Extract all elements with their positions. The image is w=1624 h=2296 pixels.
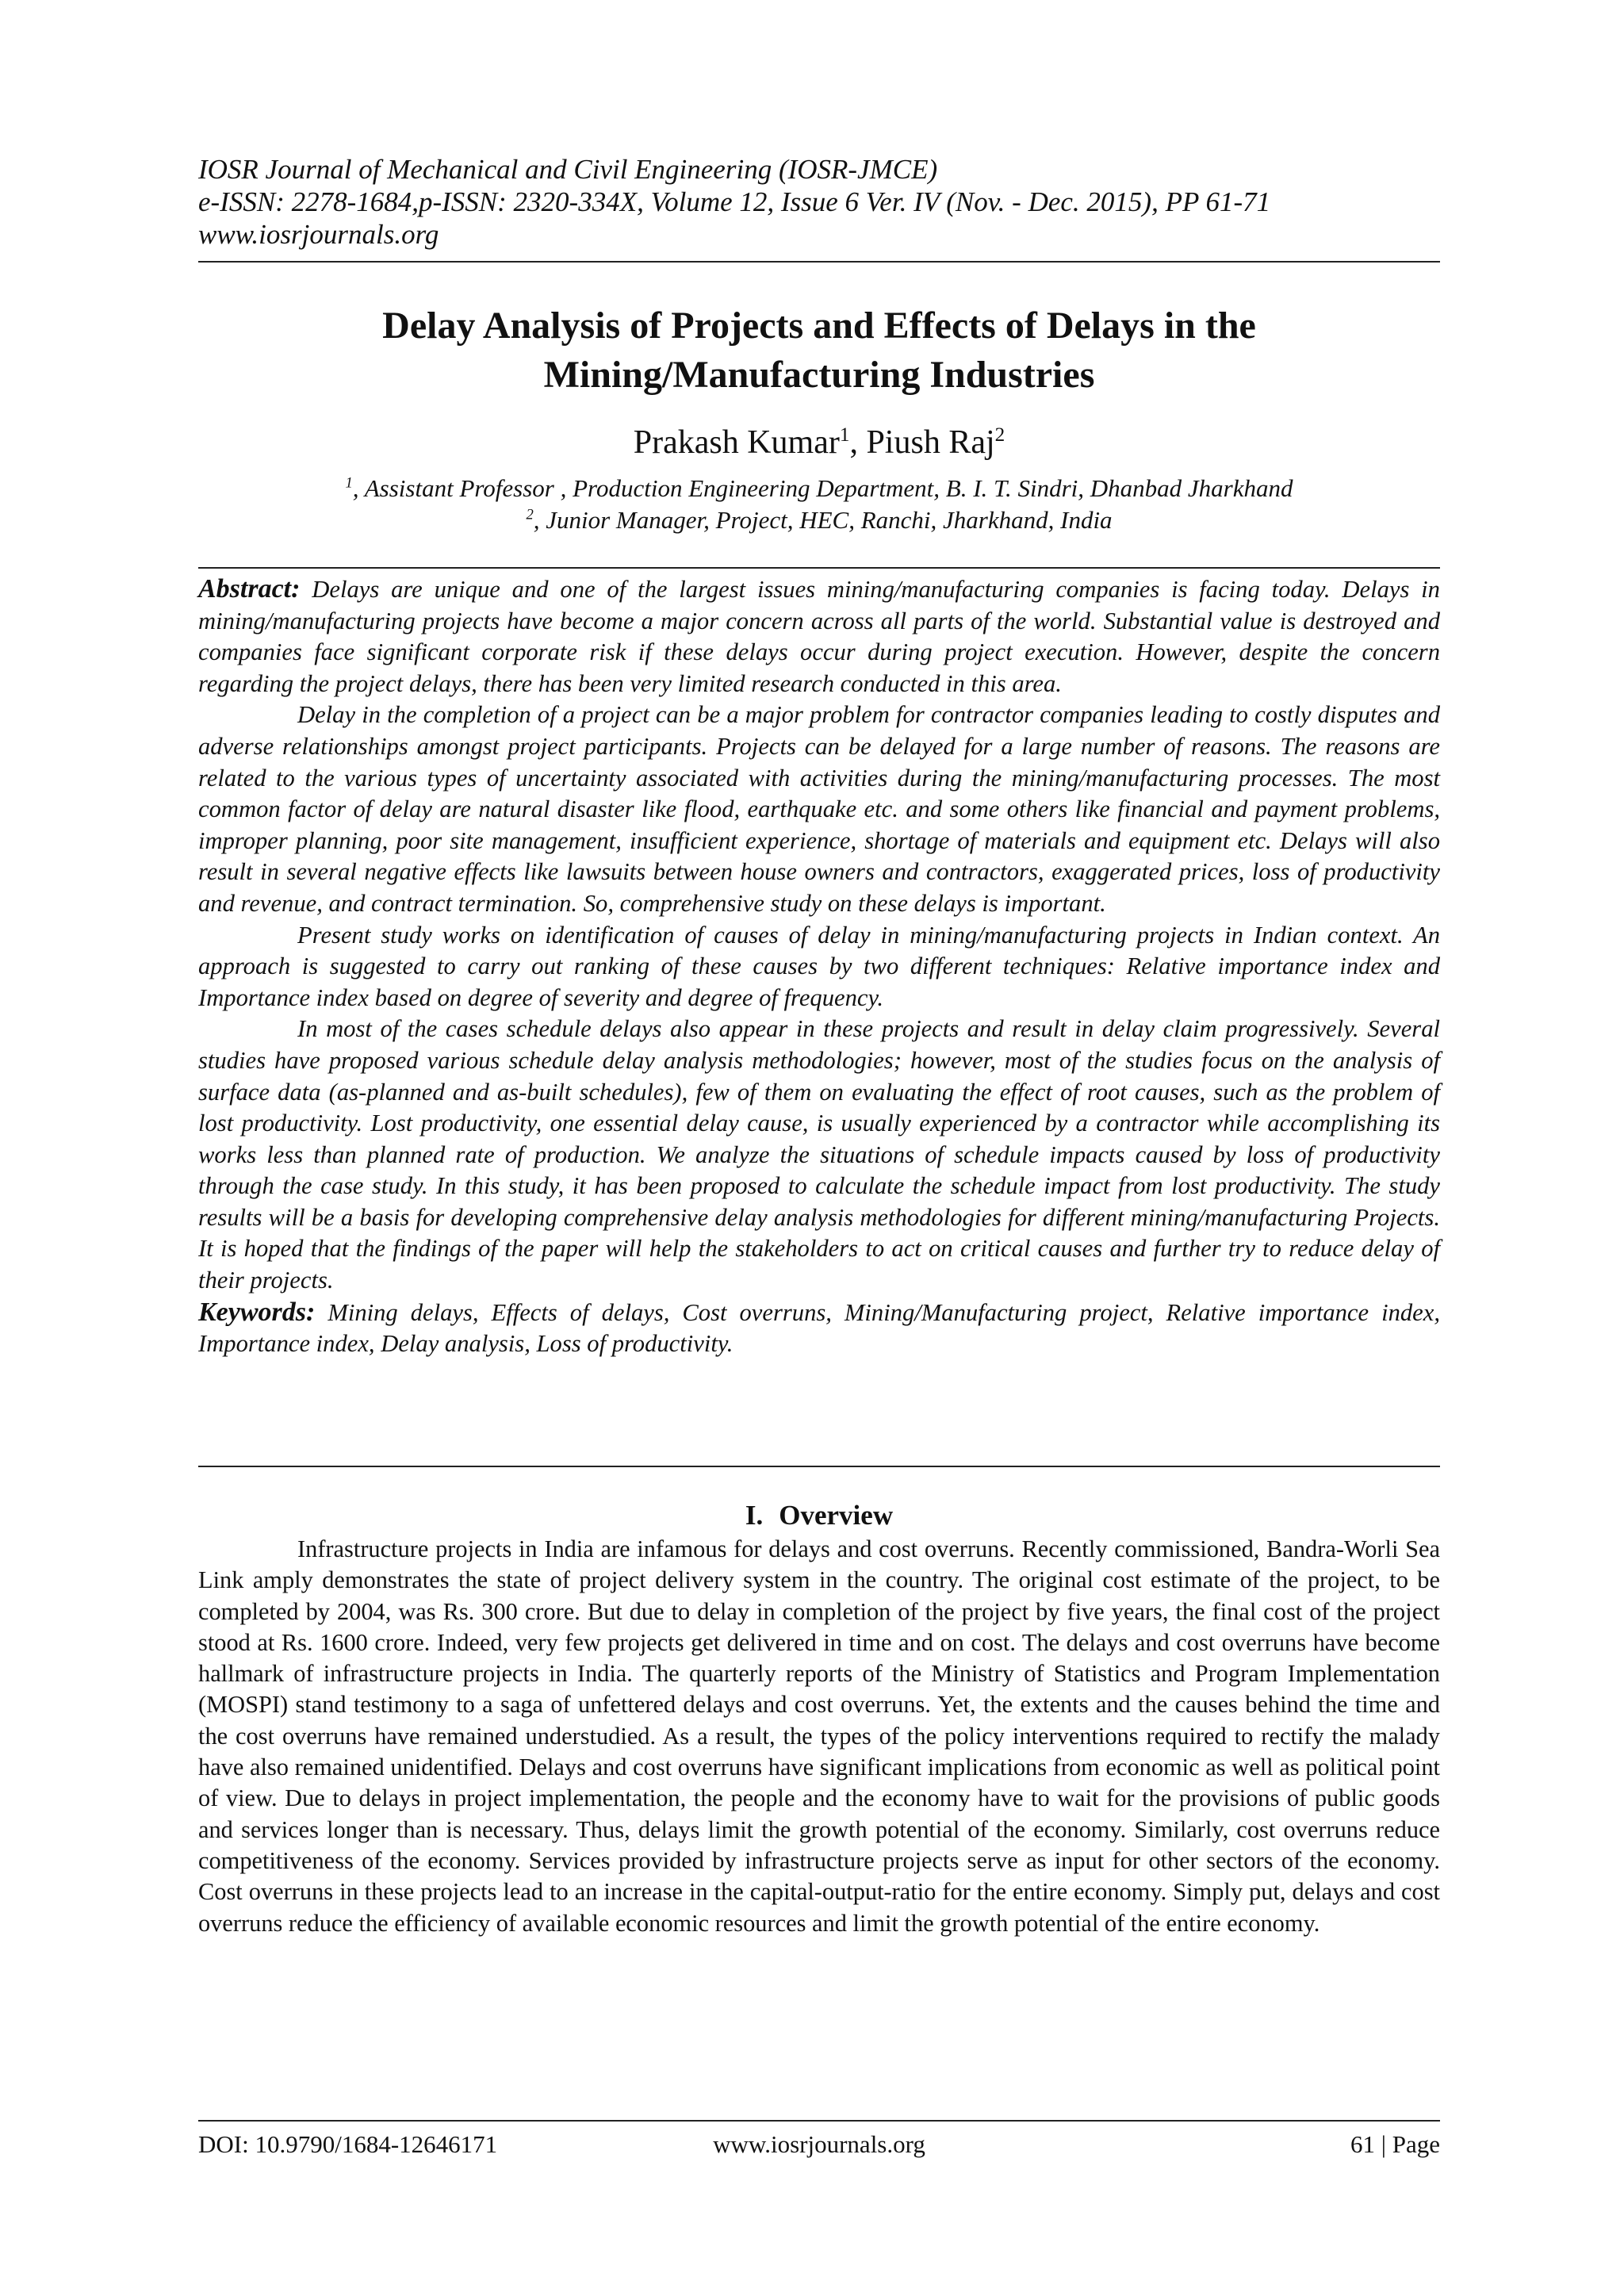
paper-title-line-1: Delay Analysis of Projects and Effects of Delays in the <box>382 305 1256 347</box>
abstract-bottom-rule <box>198 1466 1440 1467</box>
author-marker: 2 <box>994 424 1005 446</box>
page-footer <box>198 2128 1440 2161</box>
keywords-text: Mining delays, Effects of delays, Cost overruns, Mining/Manufacturing project, Relative importance index, Importance index, Delay analysis, Loss of productivity. <box>198 1298 1440 1358</box>
journal-header <box>198 153 1440 251</box>
section-title: Overview <box>779 1500 894 1531</box>
section-number: I. <box>745 1500 764 1531</box>
abstract-paragraph: In most of the cases schedule delays also appear in these projects and result in delay claim progressively. Several studies have proposed various schedule delay analysis methodologies; however, most of the studies focus on the analysis of surface data (as-planned and as-built schedules), few of them on evaluating the effect of root causes, such as the problem of lost productivity. Lost productivity, one essential delay cause, is usually experienced by a contractor while accomplishing its works less than planned rate of production. We analyze the situations of schedule impacts caused by loss of productivity through the case study. In this study, it has been proposed to calculate the schedule impact from lost productivity. The study results will be a basis for developing comprehensive delay analysis methodologies for different mining/manufacturing Projects. It is hoped that the findings of the paper will help the stakeholders to act on critical causes and further try to reduce delay of their projects. <box>198 1015 1440 1294</box>
affiliation-marker: 1 <box>345 474 353 492</box>
paper-page <box>198 0 1440 2296</box>
footer-page-number: 61 | Page <box>1350 2130 1440 2158</box>
affiliation-line <box>198 504 1440 536</box>
abstract-top-rule <box>198 567 1440 569</box>
abstract-block <box>198 573 1440 1360</box>
section-body <box>198 1534 1440 1939</box>
header-divider <box>198 261 1440 263</box>
footer-doi: DOI: 10.9790/1684-12646171 <box>198 2130 498 2158</box>
author-marker: 1 <box>839 424 850 446</box>
keywords-label: Keywords: <box>198 1297 316 1327</box>
abstract-paragraph: Present study works on identification of causes of delay in mining/manufacturing projects in Indian context. An approach is suggested to carry out ranking of these causes by two different techniques: Relative importance index and Importance index based on degree of severity and degree of frequency. <box>198 921 1440 1011</box>
abstract-paragraph: Delay in the completion of a project can be a major problem for contractor companies leading to costly disputes and adverse relationships amongst project participants. Projects can be delayed for a large number of reasons. The reasons are related to the various types of uncertainty associated with activities during the mining/manufacturing processes. The most common factor of delay are natural disaster like flood, earthquake etc. and some others like financial and payment problems, improper planning, poor site management, insufficient experience, shortage of materials and equipment etc. Delays will also result in several negative effects like lawsuits between house owners and contractors, exaggerated prices, loss of productivity and revenue, and contract termination. So, comprehensive study on these delays is important. <box>198 701 1440 917</box>
author-list <box>198 423 1440 462</box>
author-name: Prakash Kumar <box>633 424 840 461</box>
footer-divider <box>198 2120 1440 2122</box>
footer-website[interactable]: www.iosrjournals.org <box>713 2130 925 2158</box>
abstract-paragraph <box>198 573 1440 700</box>
paper-title-line-2: Mining/Manufacturing Industries <box>543 354 1095 396</box>
body-paragraph: Infrastructure projects in India are infamous for delays and cost overruns. Recently commissioned, Bandra-Worli Sea Link amply demonstrates the state of project delivery system in the country. The original cost estimate of the project, to be completed by 2004, was Rs. 300 crore. But due to delay in completion of the project by five years, the final cost of the project stood at Rs. 1600 crore. Indeed, very few projects get delivered in time and on cost. The delays and cost overruns have become hallmark of infrastructure projects in India. The quarterly reports of the Ministry of Statistics and Program Implementation (MOSPI) stand testimony to a saga of unfettered delays and cost overruns. Yet, the extents and the causes behind the time and the cost overruns have remained understudied. As a result, the types of the policy interventions required to rectify the malady have also remained unidentified. Delays and cost overruns have significant implications from economic as well as political point of view. Due to delays in project implementation, the people and the economy have to wait for the provisions of public goods and services longer than is necessary. Thus, delays limit the growth potential of the economy. Similarly, cost overruns reduce competitiveness of the economy. Services provided by infrastructure projects serve as input for other sectors of the economy. Cost overruns in these projects lead to an increase in the capital-output-ratio for the entire economy. Simply put, delays and cost overruns reduce the efficiency of available economic resources and limit the growth potential of the entire economy. <box>198 1535 1440 1937</box>
journal-name: IOSR Journal of Mechanical and Civil Engineering (IOSR-JMCE) <box>198 154 938 185</box>
section-heading <box>198 1499 1440 1532</box>
affiliation-line <box>198 473 1440 504</box>
affiliation-text: , Assistant Professor , Production Engineering Department, B. I. T. Sindri, Dhanbad Jharkhand <box>352 474 1293 502</box>
paper-title <box>198 301 1440 400</box>
journal-issue-line: e-ISSN: 2278-1684,p-ISSN: 2320-334X, Volume 12, Issue 6 Ver. IV (Nov. - Dec. 2015), PP 61-71 <box>198 186 1271 217</box>
keywords-paragraph <box>198 1297 1440 1360</box>
affiliation-list <box>198 473 1440 536</box>
author-separator: , <box>849 424 867 461</box>
affiliation-marker: 2 <box>526 506 534 523</box>
affiliation-text: , Junior Manager, Project, HEC, Ranchi, Jharkhand, India <box>533 506 1113 534</box>
author-name: Piush Raj <box>866 424 995 461</box>
abstract-label: Abstract: <box>198 574 301 604</box>
abstract-text: Delays are unique and one of the largest issues mining/manufacturing companies is facing today. Delays in mining/manufacturing projects have become a major concern across all parts of the world. Substantial value is destroyed and companies face significant corporate risk if these delays occur during project execution. However, despite the concern regarding the project delays, there has been very limited research conducted in this area. <box>198 576 1440 697</box>
journal-website[interactable]: www.iosrjournals.org <box>198 219 439 250</box>
